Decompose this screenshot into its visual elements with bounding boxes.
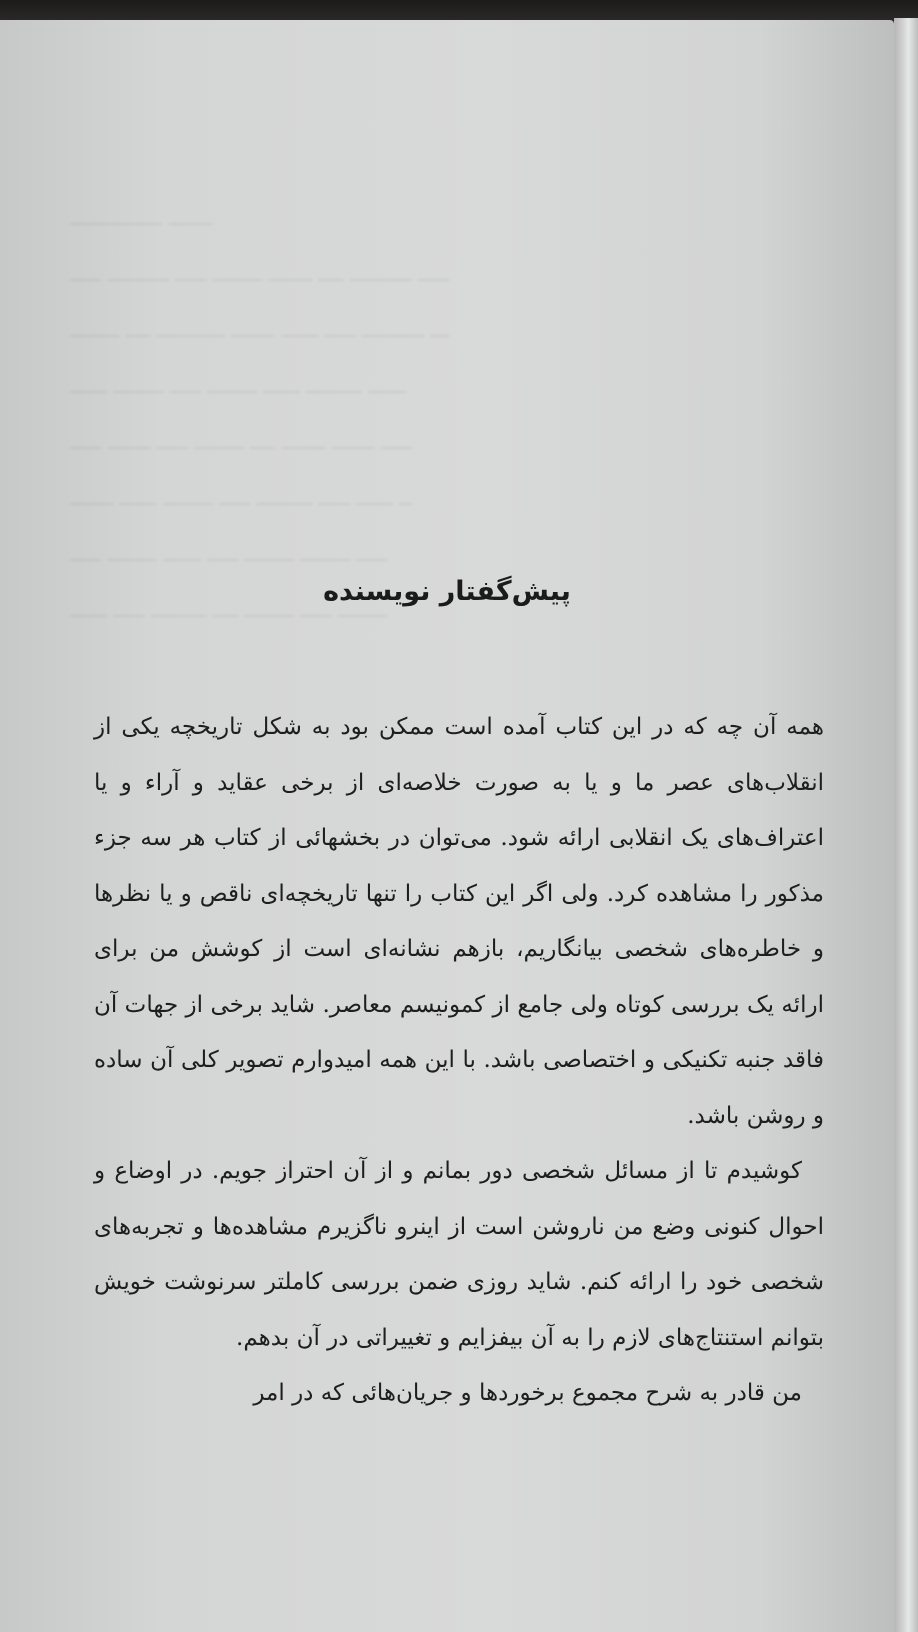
page-body — [94, 700, 824, 1422]
page-edge — [894, 18, 918, 1632]
bleed-through-text: ـــــــــــــــ ـــــــ ـــــ ــــــــــ ـــــ ــــــــ ـــــــ ــــ ــــــــــ ـــــ ــــــــ ــــ ـــــــــــ ـــــــ ــــــ ـــــ ــــــــــ ـــ ــــــ ــــــــ ـــــ ــــــــ ــــــ ـــــــــ ــــــ ـــــ ـــــــ ـــــ ــــــــ ــــ ـــــــ ـــــــ ـــــ ـــــــ ــــــ ــــــــ ـــــ ـــــــــ ـــــ ــــــ ــ ـــــ ــــــــ ــــــ ـــــ ــــــــ ــــــــ ـــــ ــــــ ـــــ ـــــــــ ــــ ــــــــ ـــــ ــــــــ — [70, 206, 449, 622]
paragraph-2: کوشیدم تا از مسائل شخصی دور بمانم و از آن احتراز جویم. در اوضاع و احوال کنونی وضع من ناروشن است از اینرو ناگزیرم مشاهده‌ها و تجربه‌های شخصی خود را ارائه کنم. شاید روزی ضمن بررسی کاملتر سرنوشت خویش بتوانم استنتاج‌های لازم را به آن بیفزایم و تغییراتی در آن بدهم. — [94, 1158, 824, 1351]
book-page — [0, 20, 894, 1632]
page-title: پیش‌گفتار نویسنده — [323, 576, 571, 607]
paragraph-3: من قادر به شرح مجموع برخوردها و جریان‌هائی که در امر — [253, 1380, 802, 1406]
paragraph-1: همه آن چه که در این کتاب آمده است ممکن بود به شکل تاریخچه یکی از انقلاب‌های عصر ما و یا به صورت خلاصه‌ای از برخی عقاید و آراء و یا اعتراف‌های یک انقلابی ارائه شود. می‌توان در بخشهائی از کتاب هر سه جزء مذکور را مشاهده کرد. ولی اگر این کتاب را تنها تاریخچه‌ای ناقص و یا نظرها و خاطره‌های شخصی بیانگاریم، بازهم نشانه‌ای است از کوشش من برای ارائه یک بررسی کوتاه ولی جامع از کمونیسم معاصر. شاید برخی از جهات آن فاقد جنبه تکنیکی و اختصاصی باشد. با این همه امیدوارم تصویر کلی آن ساده و روشن باشد. — [94, 714, 824, 1129]
